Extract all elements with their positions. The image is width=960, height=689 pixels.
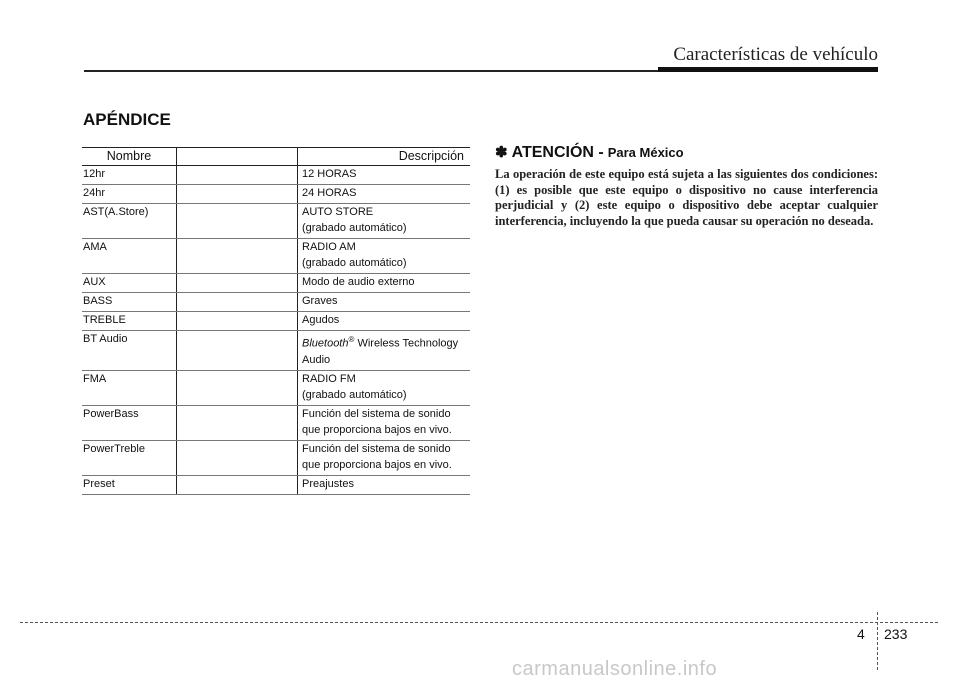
table-row bbox=[82, 405, 470, 440]
row-name: BASS bbox=[82, 293, 177, 312]
row-description: Función del sistema de sonido que proporciona bajos en vivo. bbox=[298, 405, 471, 440]
table-row bbox=[82, 274, 470, 293]
page-number: 233 bbox=[884, 626, 908, 642]
table-header-row bbox=[82, 148, 470, 166]
glossary-table bbox=[82, 147, 470, 495]
row-name: FMA bbox=[82, 370, 177, 405]
header-description: Descripción bbox=[298, 148, 471, 166]
registered-mark: ® bbox=[348, 335, 355, 344]
table-row bbox=[82, 440, 470, 475]
chapter-number: 4 bbox=[857, 626, 865, 642]
row-description: Bluetooth® Wireless Technology Audio bbox=[298, 331, 471, 371]
row-description: 24 HORAS bbox=[298, 185, 471, 204]
row-name: PowerBass bbox=[82, 405, 177, 440]
bluetooth-brand: Bluetooth bbox=[302, 337, 349, 350]
header-spacer bbox=[177, 148, 298, 166]
header-name: Nombre bbox=[82, 148, 177, 166]
table-row bbox=[82, 475, 470, 494]
table-row bbox=[82, 204, 470, 239]
row-description: 12 HORAS bbox=[298, 166, 471, 185]
header-rule bbox=[84, 70, 664, 72]
table-row bbox=[82, 312, 470, 331]
footer-rule bbox=[20, 622, 938, 623]
row-description: Preajustes bbox=[298, 475, 471, 494]
row-name: AUX bbox=[82, 274, 177, 293]
row-description: RADIO AM (grabado automático) bbox=[298, 239, 471, 274]
row-name: Preset bbox=[82, 475, 177, 494]
table-row bbox=[82, 331, 470, 371]
table-row bbox=[82, 166, 470, 185]
row-name: AMA bbox=[82, 239, 177, 274]
row-name: 24hr bbox=[82, 185, 177, 204]
footer-divider bbox=[877, 612, 878, 670]
attention-subtitle: Para México bbox=[607, 145, 684, 160]
row-description: Graves bbox=[298, 293, 471, 312]
row-description: AUTO STORE (grabado automático) bbox=[298, 204, 471, 239]
row-description: Modo de audio externo bbox=[298, 274, 471, 293]
row-name: BT Audio bbox=[82, 331, 177, 371]
table-row bbox=[82, 185, 470, 204]
row-name: AST(A.Store) bbox=[82, 204, 177, 239]
row-name: TREBLE bbox=[82, 312, 177, 331]
attention-notice bbox=[495, 143, 878, 229]
table-row bbox=[82, 293, 470, 312]
row-name: 12hr bbox=[82, 166, 177, 185]
attention-body: La operación de este equipo está sujeta a las siguientes dos condiciones: (1) es posible que este equipo o dispositivo no cause interferencia perjudicial y (2) este equipo o dispositivo debe aceptar cualquier interferencia, incluyendo la que pueda causar su operación no deseada. bbox=[495, 167, 878, 228]
asterisk-icon: ✽ bbox=[495, 144, 508, 161]
attention-heading: ATENCIÓN - bbox=[511, 144, 604, 161]
row-description: Agudos bbox=[298, 312, 471, 331]
section-title: APÉNDICE bbox=[83, 110, 171, 129]
row-description: Función del sistema de sonido que proporciona bajos en vivo. bbox=[298, 440, 471, 475]
table-row bbox=[82, 239, 470, 274]
attention-title bbox=[495, 143, 878, 162]
running-header-title: Características de vehículo bbox=[673, 44, 878, 65]
row-name: PowerTreble bbox=[82, 440, 177, 475]
table-row bbox=[82, 370, 470, 405]
header-rule-thick bbox=[658, 67, 878, 72]
watermark: carmanualsonline.info bbox=[512, 658, 718, 680]
row-description: RADIO FM (grabado automático) bbox=[298, 370, 471, 405]
